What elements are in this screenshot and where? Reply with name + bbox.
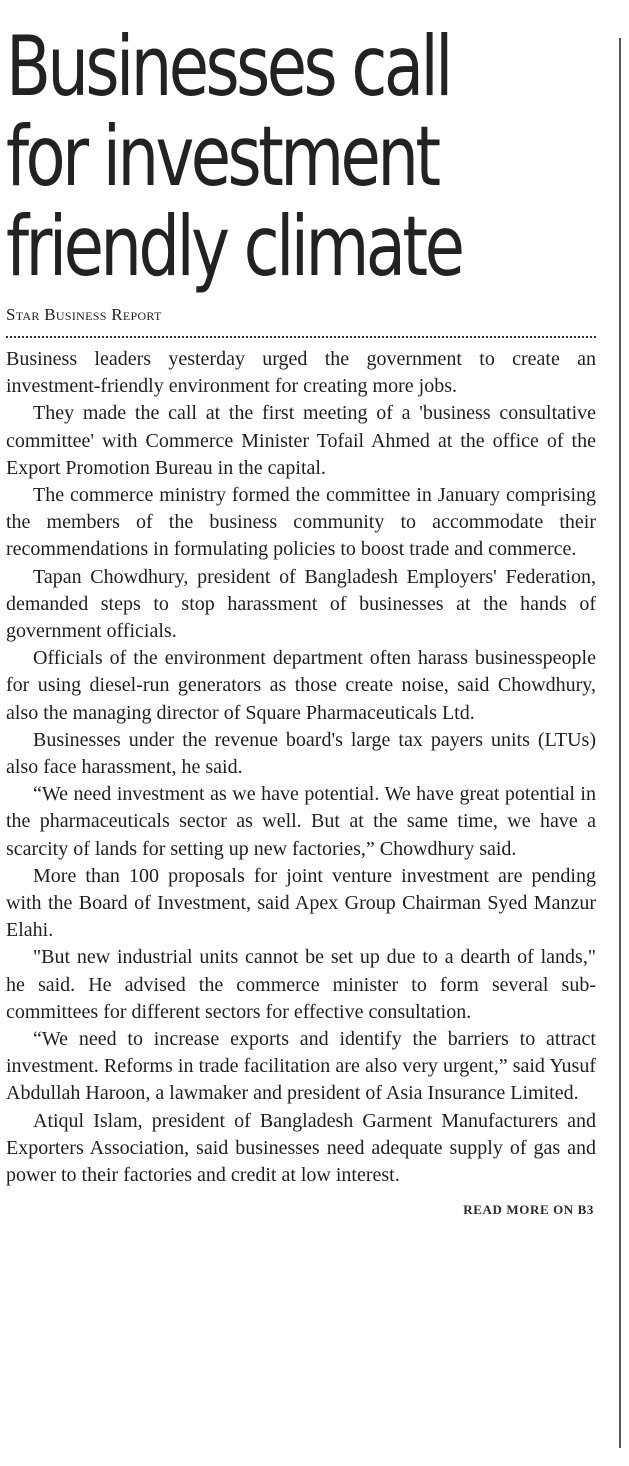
paragraph: Tapan Chowdhury, president of Bangladesh Employers' Federation, demanded steps to stop harassment of businesses at the hands of government officials. [6,565,596,643]
byline: Star Business Report [6,305,162,324]
read-more-link[interactable]: READ MORE ON B3 [463,1202,594,1218]
headline-line: friendly climate [6,198,462,295]
dotted-divider [6,336,596,338]
paragraph: They made the call at the first meeting of a 'business consultative committee' with Commerce Minister Tofail Ahmed at the office of the Export Promotion Bureau in the capital. [6,402,596,479]
column-divider [619,38,621,1448]
paragraph: The commerce ministry formed the committee in January comprising the members of the business community to accommodate their recommendations in formulating policies to boost trade and commerce. [6,484,596,561]
paragraph: "But new industrial units cannot be set up due to a dearth of lands," he said. He advised the commerce minister to form several sub-committees for different sectors for effective consultation. [6,946,596,1023]
article-body [6,346,596,1189]
article [6,18,596,1218]
paragraph: “We need investment as we have potential. We have great potential in the pharmaceuticals sector as well. But at the same time, we have a scarcity of lands for setting up new factories,” Chowdhury said. [6,783,596,860]
paragraph: Atiqul Islam, president of Bangladesh Garment Manufacturers and Exporters Association, said businesses need adequate supply of gas and power to their factories and credit at low interest. [6,1109,596,1187]
headline [6,18,472,295]
paragraph: Officials of the environment department often harass businesspeople for using diesel-run generators as those create noise, said Chowdhury, also the managing director of Square Pharmaceuticals Ltd. [6,647,596,724]
paragraph: Businesses under the revenue board's large tax payers units (LTUs) also face harassment, he said. [6,728,596,779]
headline-line: for investment [6,108,438,205]
paragraph: More than 100 proposals for joint venture investment are pending with the Board of Investment, said Apex Group Chairman Syed Manzur Elahi. [6,864,596,942]
paragraph: Business leaders yesterday urged the government to create an investment-friendly environment for creating more jobs. [6,348,596,398]
headline-line: Businesses call [6,18,450,115]
paragraph: “We need to increase exports and identify the barriers to attract investment. Reforms in trade facilitation are also very urgent,” said Yusuf Abdullah Haroon, a lawmaker and president of Asia Insurance Limited. [6,1028,596,1105]
